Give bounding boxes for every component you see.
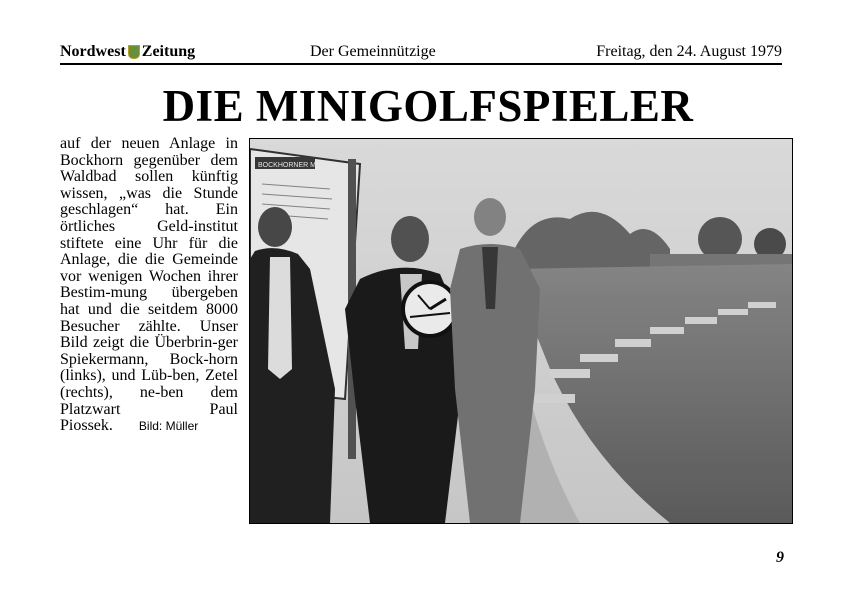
sign-text: BOCKHORNER MARKT	[258, 162, 335, 169]
article-body: auf der neuen Anlage in Bockhorn gegenüber dem Waldbad sollen künftig wissen, „was die Stunde geschlagen“ hat. Ein örtliches Geld-institut stiftete eine Uhr für die Anlage, die die Gemeinde vor wenigen Wochen ihrer Bestim-mung übergeben hat und die seitdem 8000 Besucher zählte. Unser Bild zeigt die Überbrin-ger Spiekermann, Bock-horn (links), und Lüb-ben, Zetel (rechts), ne-ben dem Platzwart Paul Piossek.	[60, 135, 238, 435]
crest-icon	[128, 45, 140, 59]
page-number: 9	[776, 549, 784, 566]
masthead-right: Zeitung	[141, 43, 196, 60]
photo-illustration	[250, 139, 792, 523]
section-title: Der Gemeinnützige	[310, 43, 436, 60]
issue-date: Freitag, den 24. August 1979	[596, 43, 782, 60]
article-photo	[249, 138, 793, 524]
masthead	[60, 41, 195, 63]
newspaper-header	[60, 41, 782, 65]
masthead-left: Nordwest	[60, 43, 126, 60]
article-text	[60, 136, 238, 435]
headline: DIE MINIGOLFSPIELER	[162, 81, 694, 131]
photo-credit: Bild: Müller	[138, 419, 199, 434]
